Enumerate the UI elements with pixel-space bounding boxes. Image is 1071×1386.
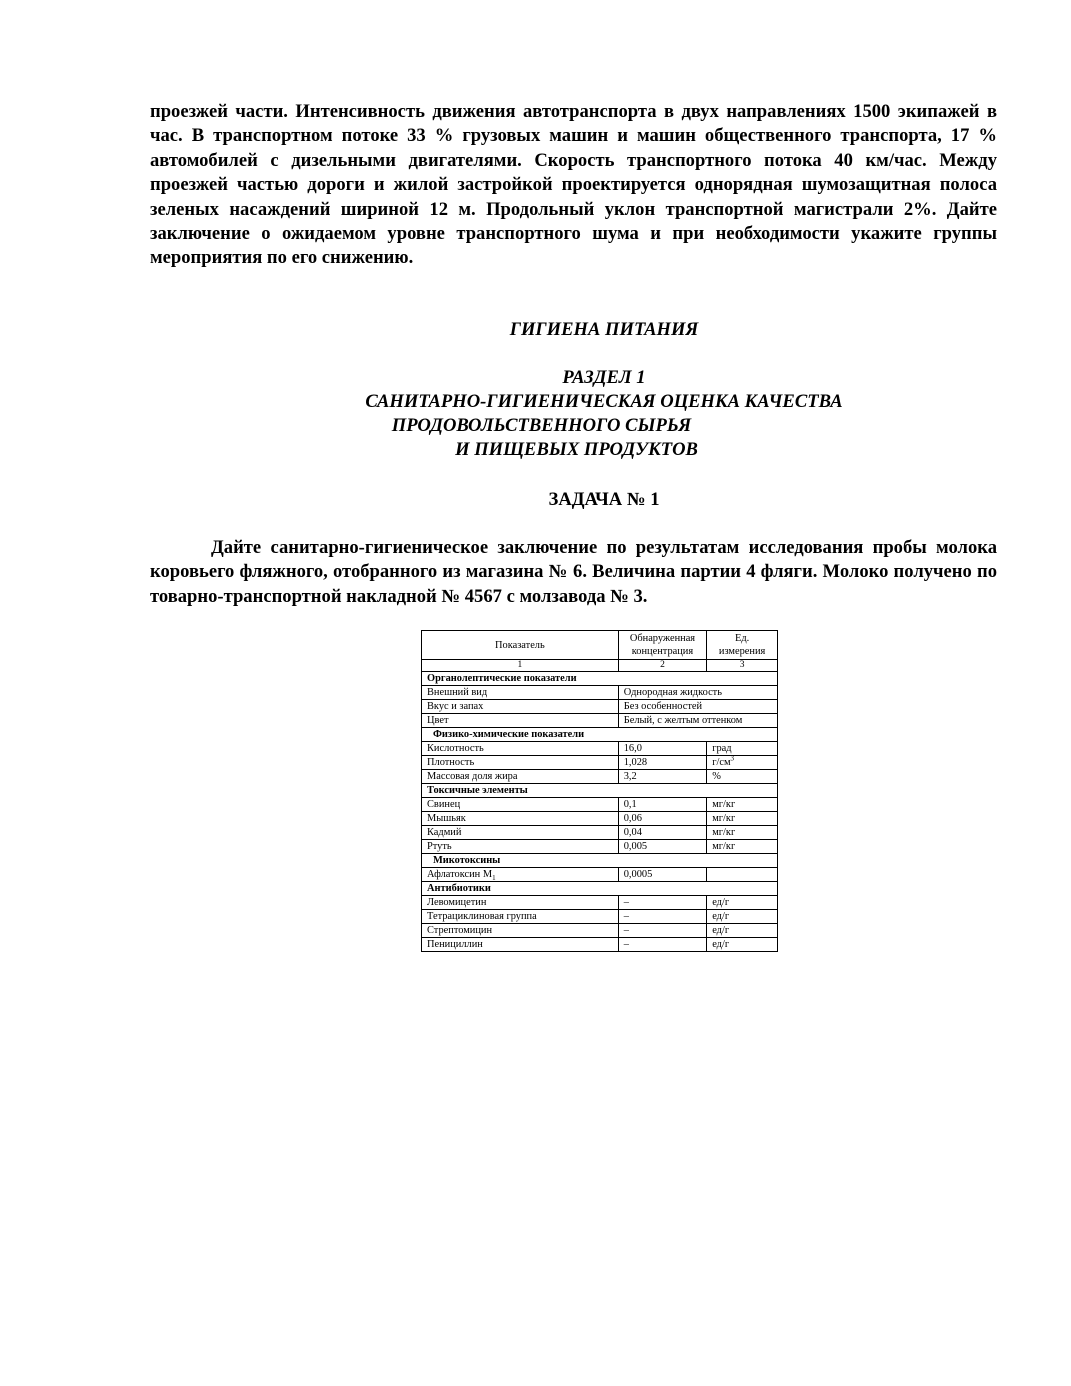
table-row [422,840,778,854]
table-row [422,714,778,728]
group-row-antibiotics [422,882,778,896]
indicator-unit: % [707,770,778,784]
indicator-name: Мышьяк [422,812,619,826]
indicator-unit [707,868,778,882]
indicator-value: 0,04 [618,826,706,840]
header-unit-text: Ед. измерения [718,633,766,657]
table-row [422,924,778,938]
group-row-physchem [422,728,778,742]
indicator-unit: ед/г [707,896,778,910]
unit-superscript: 3 [730,755,735,763]
section-heading-line-3: ПРОДОВОЛЬСТВЕННОГО СЫРЬЯ [391,415,692,436]
table-row [422,910,778,924]
table-row [422,896,778,910]
column-number: 2 [618,660,706,672]
header-indicator: Показатель [422,631,619,660]
intro-paragraph: проезжей части. Интенсивность движения автотранспорта в двух направлениях 1500 экипажей в час. В транспортном потоке 33 % грузовых машин и машин общественного транспорта, 17 % автомобилей с дизельными двигателями. Скорость транспортного потока 40 км/час. Между проезжей частью дороги и жилой застройкой проектируется однорядная шумозащитная полоса зеленых насаждений шириной 12 м. Продольный уклон транспортной магистрали 2%. Дайте заключение о ожидаемом уровне транспортного шума и при необходимости укажите группы мероприятия по его снижению. [150,101,997,269]
unit-text: г/см [712,757,731,768]
indicator-unit: град [707,742,778,756]
table-row [422,742,778,756]
indicator-value: Однородная жидкость [618,686,777,700]
group-label: Антибиотики [422,882,778,896]
indicator-name: Свинец [422,798,619,812]
group-row-mycotoxins [422,854,778,868]
column-number: 3 [707,660,778,672]
section-heading-line-4: И ПИЩЕВЫХ ПРОДУКТОВ [455,439,698,460]
table-row [422,938,778,952]
indicator-value: 3,2 [618,770,706,784]
indicator-value: Без особенностей [618,700,777,714]
indicator-name: Тетрациклиновая группа [422,910,619,924]
table-row [422,812,778,826]
indicator-value: 16,0 [618,742,706,756]
table-row [422,756,778,770]
indicator-name: Вкус и запах [422,700,619,714]
indicator-name: Левомицетин [422,896,619,910]
indicator-name: Стрептомицин [422,924,619,938]
table-row [422,686,778,700]
group-label: Токсичные элементы [422,784,778,798]
table-row [422,770,778,784]
indicator-value: Белый, с желтым оттенком [618,714,777,728]
indicator-unit: ед/г [707,938,778,952]
indicator-name: Кадмий [422,826,619,840]
indicator-value: – [618,896,706,910]
table-row [422,868,778,882]
group-label: Физико-химические показатели [422,728,778,742]
indicator-name: Цвет [422,714,619,728]
indicator-name: Внешний вид [422,686,619,700]
indicator-value: 0,06 [618,812,706,826]
indicator-name-text: Афлатоксин М [427,869,493,880]
indicator-name: Кислотность [422,742,619,756]
indicator-name: Пенициллин [422,938,619,952]
indicator-name [422,868,619,882]
milk-analysis-table [421,630,778,952]
section-heading-line-1: РАЗДЕЛ 1 [562,367,646,388]
discipline-heading: ГИГИЕНА ПИТАНИЯ [509,319,699,340]
indicator-unit: ед/г [707,910,778,924]
table-row [422,700,778,714]
section-heading [150,366,1058,462]
group-label: Органолептические показатели [422,672,778,686]
indicator-unit: мг/кг [707,826,778,840]
indicator-unit: мг/кг [707,798,778,812]
group-row-organoleptic [422,672,778,686]
indicator-value: – [618,924,706,938]
task-text: Дайте санитарно-гигиеническое заключение по результатам исследования пробы молока коровьего фляжного, отобранного из магазина № 6. Величина партии 4 фляги. Молоко получено по товарно-транспортной накладной № 4567 с молзавода № 3. [150,537,997,607]
indicator-name: Плотность [422,756,619,770]
table-row [422,826,778,840]
table-header-row [422,631,778,660]
task-heading: ЗАДАЧА № 1 [548,489,660,510]
column-number: 1 [422,660,619,672]
indicator-name-subscript: 1 [492,874,496,882]
indicator-value: 0,005 [618,840,706,854]
table-row [422,798,778,812]
indicator-value: – [618,910,706,924]
indicator-value: 1,028 [618,756,706,770]
indicator-name: Ртуть [422,840,619,854]
group-label: Микотоксины [422,854,778,868]
header-concentration-text: Обнаруженная концентрация [629,633,696,657]
indicator-value: 0,0005 [618,868,706,882]
group-row-toxic [422,784,778,798]
indicator-unit [707,756,778,770]
header-concentration [618,631,706,660]
indicator-unit: мг/кг [707,840,778,854]
indicator-unit: мг/кг [707,812,778,826]
indicator-name: Массовая доля жира [422,770,619,784]
column-number-row [422,660,778,672]
indicator-value: – [618,938,706,952]
header-unit [707,631,778,660]
section-heading-line-2: САНИТАРНО-ГИГИЕНИЧЕСКАЯ ОЦЕНКА КАЧЕСТВА [365,391,843,412]
indicator-value: 0,1 [618,798,706,812]
indicator-unit: ед/г [707,924,778,938]
